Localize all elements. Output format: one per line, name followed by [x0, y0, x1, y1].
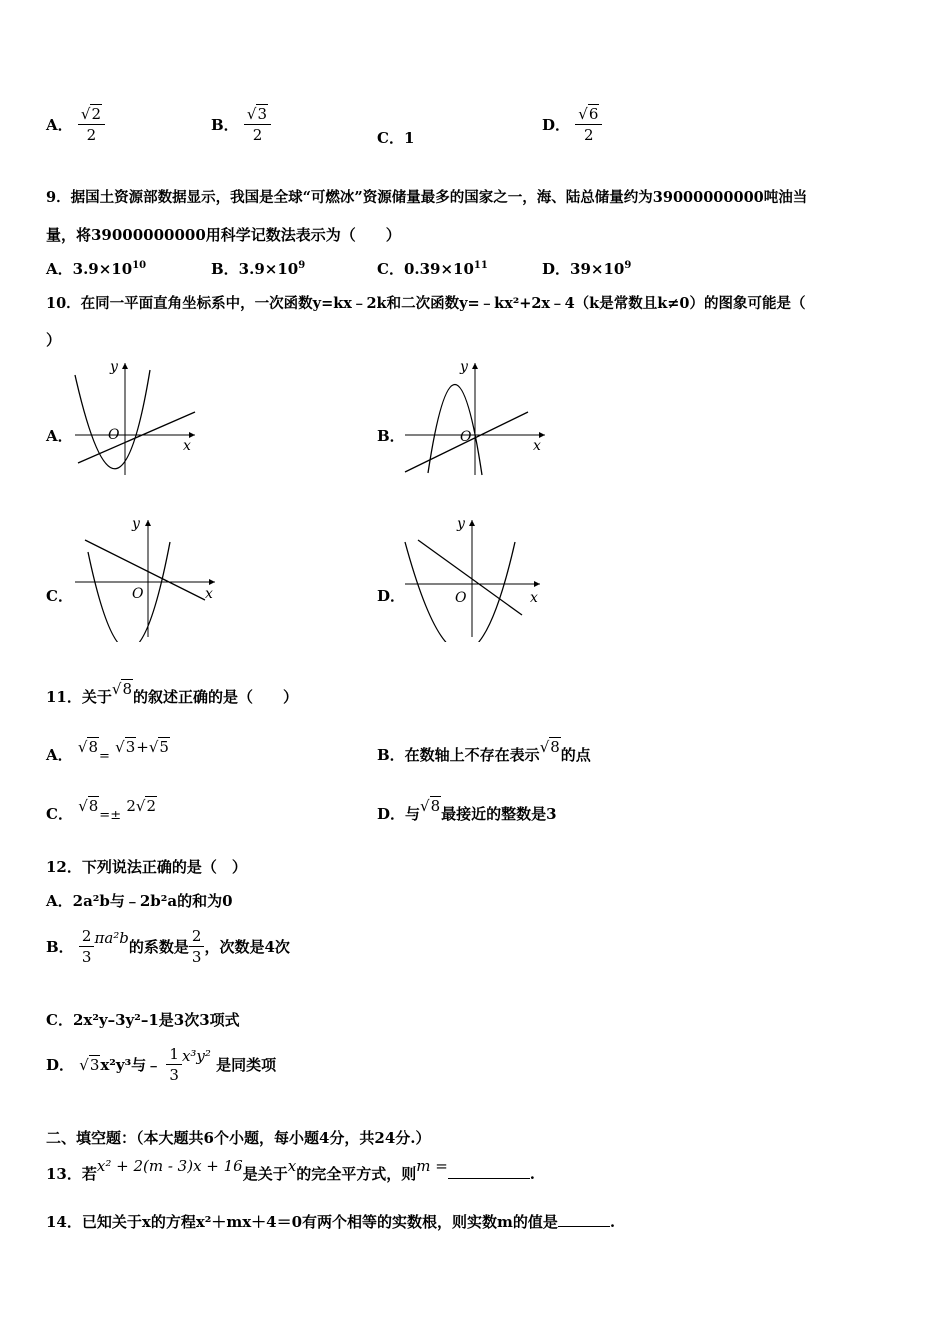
y-arrow	[122, 363, 128, 369]
line	[78, 412, 195, 463]
q11-option-a: A． √8= √3+√5	[46, 738, 169, 764]
q12-stem: 12．下列说法正确的是（ ）	[46, 858, 247, 876]
q11-option-b: B．在数轴上不存在表示√8的点	[377, 738, 591, 764]
y-label: y	[457, 516, 465, 532]
y-label: y	[110, 359, 118, 375]
q12-option-c: C．2x²y–3y²–1是3次3项式	[46, 1011, 240, 1029]
origin-label: O	[455, 590, 467, 606]
section-2-title: 二、填空题：（本大题共6个小题，每小题4分，共24分.）	[46, 1129, 431, 1147]
q12-option-a: A．2a²b与﹣2b²a的和为0	[46, 892, 233, 910]
q9-option-d: D．$39\times 10^9$	[542, 260, 632, 278]
q10-graph-d	[400, 512, 550, 642]
q14: 14．已知关于x的方程x²＋mx＋4＝0有两个相等的实数根，则实数m的值是 .	[46, 1213, 616, 1231]
parabola	[88, 542, 170, 642]
q10-graph-a	[70, 355, 200, 480]
q8-option-d: D． $\frac{√6}{2}$	[542, 104, 602, 145]
q10-graph-b	[400, 355, 550, 480]
q13-answer-blank	[448, 1178, 530, 1179]
x-label: x	[530, 590, 538, 606]
q10-option-d-label: D．	[377, 587, 406, 605]
x-arrow	[209, 579, 215, 585]
q10-stem-line1: 10．在同一平面直角坐标系中，一次函数y=kx﹣2k和二次函数y=﹣kx²+2x﹣4（k是常数且k≠0）的图象可能是（	[46, 295, 806, 312]
q9-stem-line2: 量，将39000000000用科学记数法表示为（ ）	[46, 226, 401, 244]
x-label: x	[533, 438, 541, 454]
q13: 13．若x² + 2(m - 3)x + 16是关于x的完全平方式，则m = .	[46, 1157, 536, 1183]
q9-option-a: A．$3.9\times 10^{10}$	[46, 260, 147, 278]
q10-option-c-label: C．	[46, 587, 73, 605]
origin-label: O	[460, 429, 472, 445]
q11-stem: 11．关于√8的叙述正确的是（ ）	[46, 680, 298, 706]
y-label: y	[460, 359, 468, 375]
x-arrow	[534, 581, 540, 587]
q9-option-c: C．$0.39\times 10^{11}$	[377, 260, 488, 278]
q9-option-b: B．$3.9\times 10^9$	[211, 260, 306, 278]
q11-option-d: D．与√8最接近的整数是3	[377, 797, 557, 823]
q11-option-c: C． √8=± 2√2	[46, 797, 156, 823]
q14-answer-blank	[558, 1226, 610, 1227]
q10-graph-c	[70, 512, 220, 642]
x-label: x	[183, 438, 191, 454]
q12-option-d: D． √3x²y³与﹣ $\frac{1}{3}$ x³y² 是同类项	[46, 1045, 277, 1084]
q12-option-b: B． $\frac{2}{3}$ πa²b的系数是 $\frac{2}{3}$ ，次数是4次	[46, 927, 290, 966]
origin-label: O	[132, 586, 144, 602]
y-arrow	[145, 520, 151, 526]
parabola	[428, 384, 482, 475]
line	[85, 540, 205, 600]
q9-stem-line1: 9．据国土资源部数据显示，我国是全球“可燃冰”资源储量最多的国家之一，海、陆总储量约为39000000000吨油当	[46, 189, 808, 206]
y-arrow	[472, 363, 478, 369]
q8-option-a: A． $\frac{√2}{2}$	[46, 104, 105, 145]
parabola	[75, 370, 150, 469]
q10-option-a-label: A．	[46, 427, 73, 445]
q8-option-c: C．1	[377, 129, 415, 147]
q8-option-b: B． $\frac{√3}{2}$	[211, 104, 271, 145]
origin-label: O	[108, 427, 120, 443]
y-arrow	[469, 520, 475, 526]
q10-option-b-label: B．	[377, 427, 405, 445]
y-label: y	[132, 516, 140, 532]
q10-stem-line2: ）	[46, 331, 62, 349]
x-label: x	[205, 586, 213, 602]
